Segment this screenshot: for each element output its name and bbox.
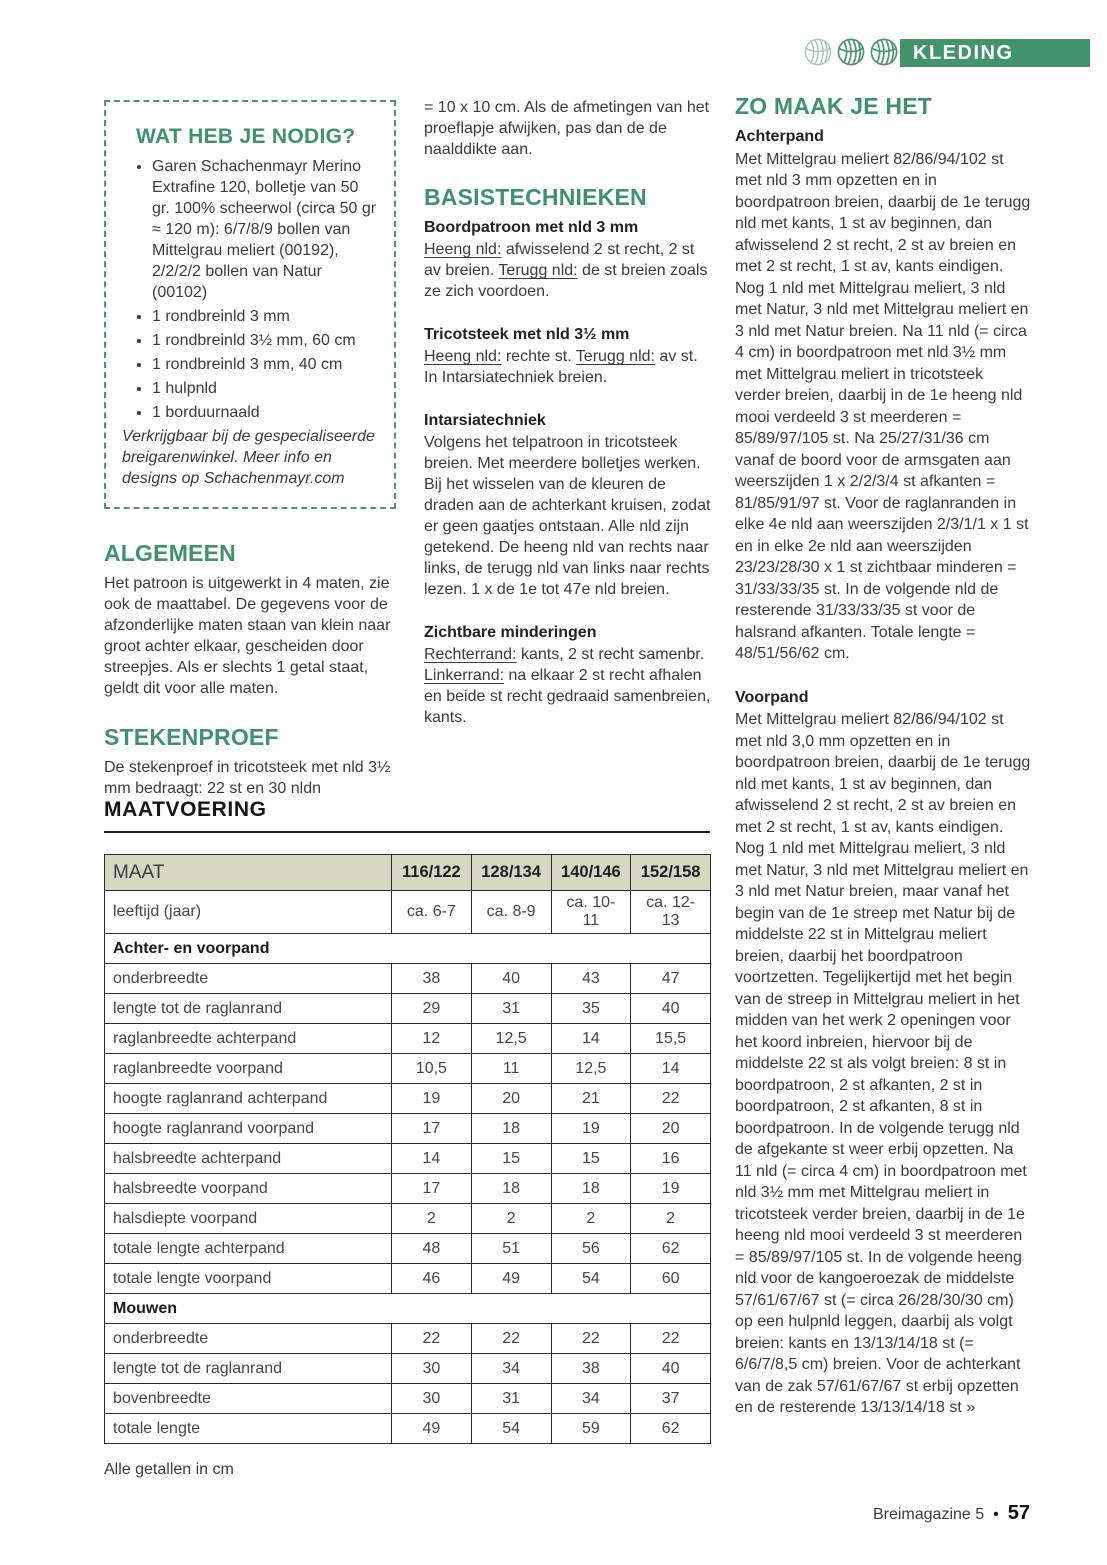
intarsia-section [424, 410, 714, 600]
stekenproef-title: STEKENPROEF [104, 724, 279, 750]
basistechnieken-title: BASISTECHNIEKEN [424, 184, 647, 210]
table-cell-value: 46 [392, 1264, 472, 1294]
footer-magazine-name: Breimagazine 5 [872, 1506, 985, 1523]
table-header-size: 116/122 [392, 855, 472, 891]
table-section-label: Achter- en voorpand [105, 934, 711, 964]
table-row-label: halsdiepte voorpand [105, 1204, 392, 1234]
table-cell-value: ca. 10-11 [551, 891, 631, 934]
tricotsteek-section [424, 324, 714, 388]
needs-box-note: Verkrijgbaar bij de gespecialiseerde breigarenwinkel. Meer info en designs op Schachenmayr.com [122, 428, 375, 487]
table-cell-value: 14 [631, 1054, 711, 1084]
table-row-label: totale lengte [105, 1414, 392, 1444]
stekenproef-body: De stekenproef in tricotsteek met nld 3½ mm bedraagt: 22 st en 30 nldn [104, 759, 391, 797]
table-section-row [105, 934, 711, 964]
achterpand-heading: Achterpand [735, 128, 824, 145]
table-cell-value: 2 [631, 1204, 711, 1234]
table-row [105, 1384, 711, 1414]
underlined-term: Terugg nld: [498, 262, 578, 279]
table-cell-value: 56 [551, 1234, 631, 1264]
tricotsteek-body [424, 346, 714, 388]
table-cell-value: 22 [392, 1324, 472, 1354]
intarsia-body [424, 432, 714, 600]
table-cell-value: 14 [551, 1024, 631, 1054]
zo-maak-je-het-title: ZO MAAK JE HET [735, 93, 933, 119]
yarn-ball-icon [804, 38, 832, 66]
tricotsteek-heading: Tricotsteek met nld 3½ mm [424, 326, 630, 343]
table-cell-value: 15 [551, 1144, 631, 1174]
table-row [105, 1204, 711, 1234]
table-cell-value: 17 [392, 1114, 472, 1144]
yarn-ball-icon [837, 38, 865, 66]
needs-box-title: WAT HEB JE NODIG? [136, 125, 356, 148]
table-row [105, 1414, 711, 1444]
table-cell-value: 22 [631, 1324, 711, 1354]
needs-list-item: • 1 rondbreinld 3 mm, 40 cm [152, 354, 378, 375]
body-text: afwisselend 2 st recht, 2 st av breien. [424, 241, 695, 279]
underlined-term: Heeng nld: [424, 241, 502, 258]
table-row-label: halsbreedte achterpand [105, 1144, 392, 1174]
table-cell-value: 30 [392, 1354, 472, 1384]
table-row-label: onderbreedte [105, 964, 392, 994]
body-text: av st. In Intarsiatechniek breien. [424, 348, 698, 386]
table-cell-value: 35 [551, 994, 631, 1024]
underlined-term: Rechterrand: [424, 646, 517, 663]
table-cell-value: 22 [631, 1084, 711, 1114]
table-cell-value: 22 [471, 1324, 551, 1354]
needs-list-item: • Garen Schachenmayr Merino Extrafine 120, bolletje van 50 gr. 100% scheerwol (circa 50 gr ≈ 120 m): 6/7/8/9 bollen van Mittelgrau meliert (00192), 2/2/2/2 bollen van Natur (00102) [152, 156, 378, 303]
body-text: de st breien zoals ze zich voordoen. [424, 262, 708, 300]
footer-separator-dot: • [993, 1506, 999, 1523]
table-cell-value: 49 [471, 1264, 551, 1294]
table-cell-value: 34 [551, 1384, 631, 1414]
table-cell-value: 21 [551, 1084, 631, 1114]
table-cell-value: 18 [551, 1174, 631, 1204]
table-row-label: lengte tot de raglanrand [105, 1354, 392, 1384]
table-cell-value: ca. 6-7 [392, 891, 472, 934]
voorpand-heading: Voorpand [735, 688, 809, 706]
page-footer [700, 1502, 1030, 1525]
maatvoering-rule [104, 831, 710, 833]
table-row [105, 1024, 711, 1054]
middle-column [424, 97, 714, 728]
table-header-size: 152/158 [631, 855, 711, 891]
table-header-size: 128/134 [471, 855, 551, 891]
underlined-term: Linkerrand: [424, 667, 505, 684]
table-section-row [105, 1294, 711, 1324]
table-cell-value: 19 [551, 1114, 631, 1144]
table-cell-value: ca. 12-13 [631, 891, 711, 934]
table-cell-value: ca. 8-9 [471, 891, 551, 934]
table-row-label: hoogte raglanrand achterpand [105, 1084, 392, 1114]
table-footnote: Alle getallen in cm [104, 1461, 234, 1478]
needs-list-item: • 1 borduurnaald [152, 402, 378, 423]
table-cell-value: 29 [392, 994, 472, 1024]
table-row-label: lengte tot de raglanrand [105, 994, 392, 1024]
table-cell-value: 51 [471, 1234, 551, 1264]
achterpand-body: Met Mittelgrau meliert 82/86/94/102 st met nld 3 mm opzetten en in boordpatroon breien, daarbij de 1e terugg nld met kants, 1 st av beginnen, dan afwisselend 2 st recht, 2 st av breien en met 2 st recht, 1 st av, kants eindigen. Nog 1 nld met Mittelgrau meliert, 3 nld met Natur, 3 nld met Mittelgrau meliert en 3 nld met Natur breien. Na 11 nld (= circa 4 cm) in boordpatroon met nld 3½ mm met Mittelgrau meliert in tricotsteek verder breien, daarbij in de 1e heeng nld mooi verdeeld 3 st meerderen = 85/89/97/105 st. Na 25/27/31/36 cm vanaf de boord voor de armsgaten aan weerszijden 1 x 2/2/3/4 st afkanten = 81/85/91/97 st. Voor de raglanranden in elke 4e nld aan weerszijden 2/3/1/1 x 1 st en in elke 2e nld aan weerszijden 23/23/28/30 x 1 st zichtbaar minderen = 31/33/33/35 st. In de volgende nld de resterende 31/33/33/35 st voor de halsrand afkanten. Totale lengte = 48/51/56/62 cm. [735, 150, 1031, 662]
body-text: rechte st. [501, 348, 576, 365]
table-row [105, 964, 711, 994]
needs-list [122, 156, 378, 423]
needs-box [104, 100, 396, 509]
table-cell-value: 12 [392, 1024, 472, 1054]
basistechnieken-section [424, 184, 714, 302]
table-cell-value: 2 [471, 1204, 551, 1234]
voorpand-body: Met Mittelgrau meliert 82/86/94/102 st met nld 3,0 mm opzetten en in boordpatroon breien, daarbij de 1e terugg nld met kants, 1 st av beginnen, dan afwisselend 2 st recht, 2 st av breien en met 2 st recht, 1 st av, kants eindigen. Nog 1 nld met Mittelgrau meliert, 3 nld met Natur, 3 nld met Mittelgrau meliert en 3 nld met Natur breien, maar vanaf het begin van de 1e streep met Natur bij de middelste 22 st in Mittelgrau meliert breien, daarbij het boordpatroon voortzetten. Tegelijkertijd met het begin van de streep in Mittelgrau meliert in het midden van het werk 2 openingen voor het koord inbreien, hiervoor bij de middelste 22 st als volgt breien: 8 st in boordpatroon, 2 st afkanten, 2 st in boordpatroon, 2 st afkanten, 8 st in boordpatroon. In de volgende terugg nld de afgekante st weer erbij opzetten. Na 11 nld (= circa 4 cm) in boordpatroon met nld 3½ mm met Mittelgrau meliert in tricotsteek verder breien, daarbij in de 1e heeng nld mooi verdeeld 3 st meerderen = 85/89/97/105 st. In de volgende heeng nld voor de kangoeroezak de middelste 57/61/67/67 st (= circa 26/28/30/30 cm) op een hulpnld leggen, daarbij als volgt breien: kants en 13/13/14/18 st (= 6/6/7/8,5 cm) breien. Voor de achterkant van de zak 57/61/67/67 st erbij opzetten en de resterende 13/13/14/18 st » [735, 711, 1031, 1416]
table-row [105, 1114, 711, 1144]
table-cell-value: 49 [392, 1414, 472, 1444]
table-cell-value: 20 [631, 1114, 711, 1144]
table-cell-value: 12,5 [471, 1024, 551, 1054]
table-header-maat: MAAT [105, 855, 392, 891]
underlined-term: Terugg nld: [575, 348, 655, 365]
needs-list-item: • 1 hulpnld [152, 378, 378, 399]
table-cell-value: 38 [392, 964, 472, 994]
table-row-label: leeftijd (jaar) [105, 891, 392, 934]
table-cell-value: 37 [631, 1384, 711, 1414]
table-row-label: raglanbreedte voorpand [105, 1054, 392, 1084]
table-cell-value: 38 [551, 1354, 631, 1384]
needs-list-item: • 1 rondbreinld 3½ mm, 60 cm [152, 330, 378, 351]
table-cell-value: 16 [631, 1144, 711, 1174]
table-cell-value: 12,5 [551, 1054, 631, 1084]
table-cell-value: 54 [551, 1264, 631, 1294]
yarn-ball-icon [870, 38, 898, 66]
table-row-label: totale lengte voorpand [105, 1264, 392, 1294]
table-cell-value: 47 [631, 964, 711, 994]
table-row-label: hoogte raglanrand voorpand [105, 1114, 392, 1144]
table-cell-value: 19 [392, 1084, 472, 1114]
table-header-size: 140/146 [551, 855, 631, 891]
minderingen-heading: Zichtbare minderingen [424, 624, 597, 641]
voorpand-section [735, 687, 1031, 1419]
table-row-label: onderbreedte [105, 1324, 392, 1354]
table-header-row [105, 855, 711, 891]
table-cell-value: 11 [471, 1054, 551, 1084]
needs-list-item: • 1 rondbreinld 3 mm [152, 306, 378, 327]
table-cell-value: 40 [471, 964, 551, 994]
table-cell-value: 18 [471, 1114, 551, 1144]
algemeen-section [104, 540, 396, 699]
table-row [105, 1174, 711, 1204]
right-column [735, 93, 1031, 1419]
table-row [105, 891, 711, 934]
boordpatroon-body [424, 239, 714, 302]
table-row-label: raglanbreedte achterpand [105, 1024, 392, 1054]
table-row [105, 1324, 711, 1354]
table-cell-value: 15 [471, 1144, 551, 1174]
algemeen-title: ALGEMEEN [104, 540, 236, 566]
table-cell-value: 34 [471, 1354, 551, 1384]
table-cell-value: 22 [551, 1324, 631, 1354]
algemeen-body: Het patroon is uitgewerkt in 4 maten, zie ook de maattabel. De gegevens voor de afzonderlijke maten staan van klein naar groot achter elkaar, gescheiden door streepjes. Als er slechts 1 getal staat, geldt dit voor alle maten. [104, 575, 391, 697]
stekenproef-continued: = 10 x 10 cm. Als de afmetingen van het proeflapje afwijken, pas dan de de naalddikte aan. [424, 99, 710, 158]
table-cell-value: 62 [631, 1414, 711, 1444]
table-row [105, 1084, 711, 1114]
table-cell-value: 14 [392, 1144, 472, 1174]
table-cell-value: 19 [631, 1174, 711, 1204]
table-row [105, 1144, 711, 1174]
table-cell-value: 59 [551, 1414, 631, 1444]
left-column [104, 100, 396, 799]
table-cell-value: 31 [471, 994, 551, 1024]
table-row-label: totale lengte achterpand [105, 1234, 392, 1264]
minderingen-section [424, 622, 714, 728]
table-row [105, 1054, 711, 1084]
table-cell-value: 40 [631, 994, 711, 1024]
table-cell-value: 40 [631, 1354, 711, 1384]
table-cell-value: 2 [551, 1204, 631, 1234]
maatvoering-block [104, 798, 710, 1479]
table-row [105, 994, 711, 1024]
header-brand-icons [804, 38, 898, 66]
section-tag-kleding: KLEDING [900, 39, 1090, 67]
table-cell-value: 43 [551, 964, 631, 994]
table-cell-value: 15,5 [631, 1024, 711, 1054]
intarsia-heading: Intarsiatechniek [424, 412, 546, 429]
size-table [104, 854, 711, 1444]
table-row [105, 1354, 711, 1384]
body-text: Volgens het telpatroon in tricotsteek breien. Met meerdere bolletjes werken. Bij het wisselen van de kleuren de draden aan de achterkant kruisen, zodat er geen gaatjes ontstaan. Alle nld zijn getekend. De heeng nld van rechts naar links, de terugg nld van links naar rechts lezen. 1 x de 1e tot 47e nld breien. [424, 434, 711, 598]
table-cell-value: 20 [471, 1084, 551, 1114]
boordpatroon-heading: Boordpatroon met nld 3 mm [424, 219, 639, 236]
table-row-label: halsbreedte voorpand [105, 1174, 392, 1204]
table-row [105, 1264, 711, 1294]
body-text: na elkaar 2 st recht afhalen en beide st recht gedraaid samenbreien, kants. [424, 667, 711, 726]
footer-page-number: 57 [1007, 1502, 1030, 1524]
table-cell-value: 30 [392, 1384, 472, 1414]
table-cell-value: 31 [471, 1384, 551, 1414]
underlined-term: Heeng nld: [424, 348, 502, 365]
table-cell-value: 62 [631, 1234, 711, 1264]
table-cell-value: 48 [392, 1234, 472, 1264]
table-cell-value: 2 [392, 1204, 472, 1234]
table-cell-value: 17 [392, 1174, 472, 1204]
table-cell-value: 54 [471, 1414, 551, 1444]
maatvoering-title: MAATVOERING [104, 798, 267, 821]
table-section-label: Mouwen [105, 1294, 711, 1324]
body-text: kants, 2 st recht samenbr. [516, 646, 705, 663]
table-cell-value: 60 [631, 1264, 711, 1294]
table-row-label: bovenbreedte [105, 1384, 392, 1414]
table-row [105, 1234, 711, 1264]
stekenproef-section [104, 724, 396, 799]
table-cell-value: 10,5 [392, 1054, 472, 1084]
minderingen-body [424, 644, 714, 728]
table-cell-value: 18 [471, 1174, 551, 1204]
